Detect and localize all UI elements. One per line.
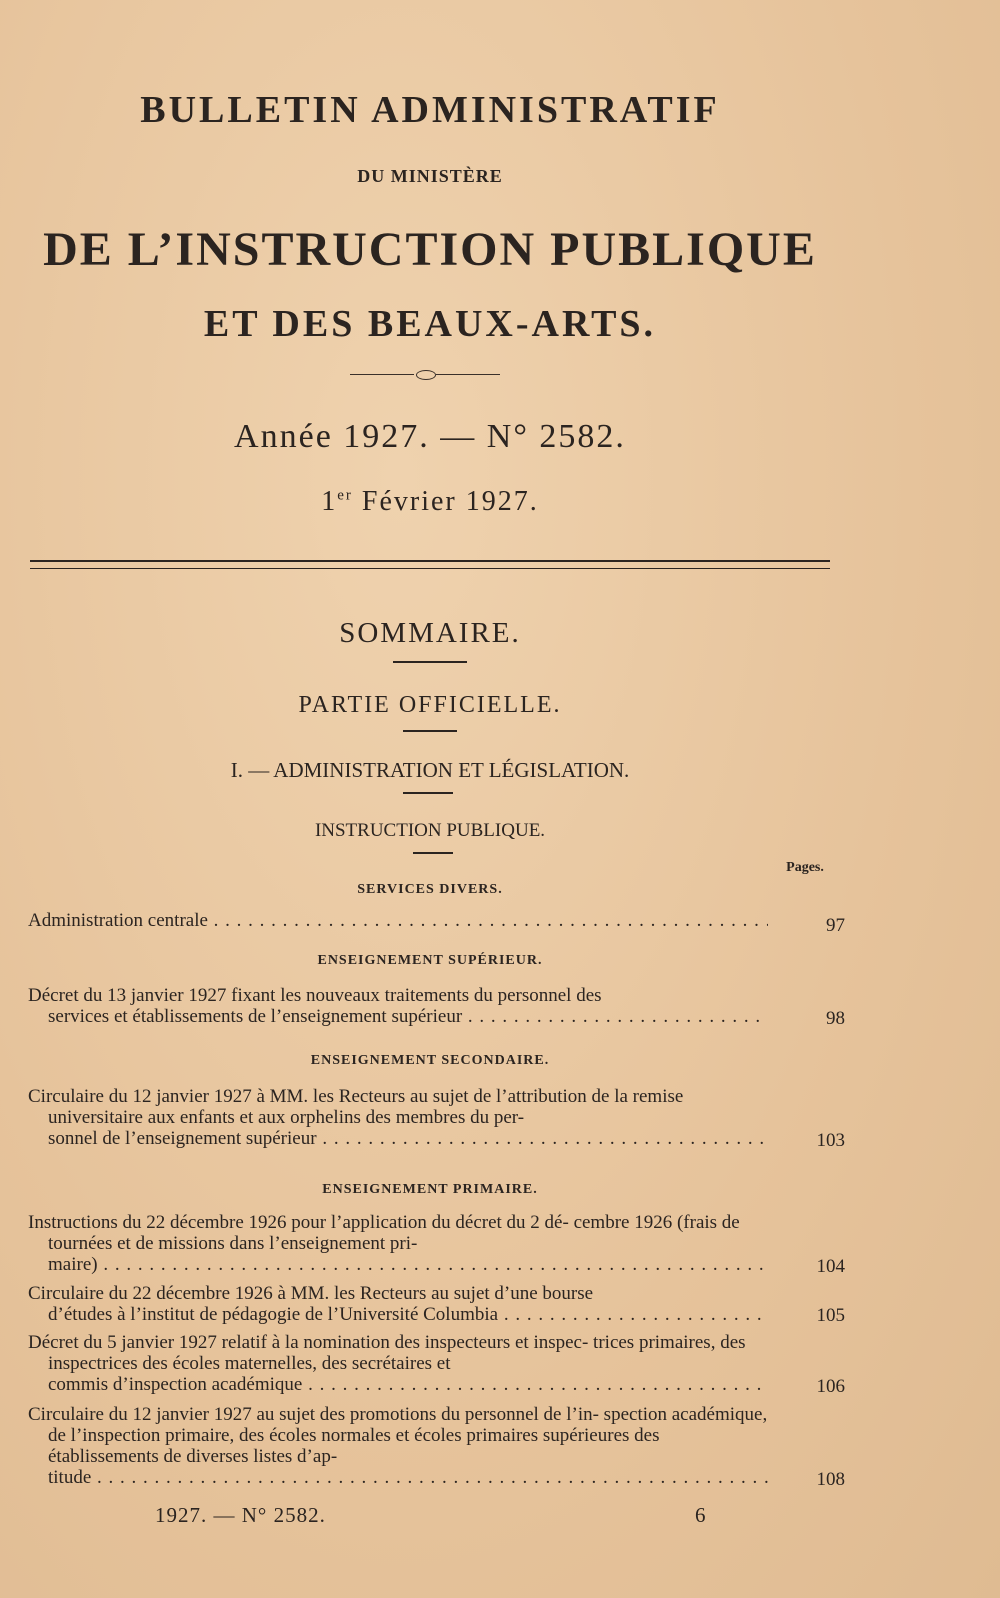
toc-entry-leader: services et établissements de l’enseignement supérieur . . . (28, 1006, 768, 1027)
toc-entry-leader: maire) . . . (28, 1254, 768, 1275)
date-sup: er (337, 487, 353, 504)
toc-entry[interactable] (28, 1086, 768, 1149)
section-title: ENSEIGNEMENT SUPÉRIEUR. (317, 953, 543, 968)
issue-year-number: Année 1927. — N° 2582. (234, 418, 626, 455)
toc-entry-text: Circulaire du 12 janvier 1927 à MM. les Recteurs au sujet de l’attribution de la remise universitaire aux enfants et aux orphelins des membres du per- (28, 1086, 684, 1128)
toc-entry-leader: commis d’inspection académique . . . (28, 1374, 768, 1395)
partie-underline (403, 730, 457, 732)
toc-entry-leader: sonnel de l’enseignement supérieur . . . (28, 1128, 768, 1149)
toc-page-number: 105 (816, 1305, 845, 1326)
double-rule-divider (30, 560, 830, 569)
toc-entry-leader: Administration centrale . . . (28, 910, 768, 931)
toc-entry[interactable] (28, 1404, 768, 1488)
sommaire-heading: SOMMAIRE. (339, 617, 521, 649)
instruction-publique-title: DE L’INSTRUCTION PUBLIQUE (43, 223, 817, 276)
instrpub-underline (413, 852, 453, 854)
toc-entry[interactable] (28, 910, 768, 931)
beaux-arts-title: ET DES BEAUX-ARTS. (203, 303, 657, 345)
section-title: ENSEIGNEMENT SECONDAIRE. (310, 1053, 550, 1068)
toc-entry-text: Décret du 5 janvier 1927 relatif à la nomination des inspecteurs et inspec- trices primaires, des inspectrices des écoles maternelles, des secrétaires et (28, 1332, 746, 1374)
section-title: ENSEIGNEMENT PRIMAIRE. (322, 1182, 538, 1197)
admin-underline (403, 792, 453, 794)
pages-column-label: Pages. (786, 860, 824, 875)
du-ministere-line: DU MINISTÈRE (357, 166, 503, 186)
toc-entry-text: Circulaire du 22 décembre 1926 à MM. les Recteurs au sujet d’une bourse (28, 1283, 594, 1304)
issue-date (0, 486, 860, 518)
toc-entry-text: Instructions du 22 décembre 1926 pour l’application du décret du 2 dé- cembre 1926 (frais de tournées et de missions dans l’enseignement pri- (28, 1212, 740, 1254)
toc-entry[interactable] (28, 985, 768, 1027)
toc-entry[interactable] (28, 1332, 768, 1395)
toc-entry[interactable] (28, 1212, 768, 1275)
section-title: SERVICES DIVERS. (357, 882, 503, 897)
toc-page-number: 103 (816, 1130, 845, 1151)
toc-page-number: 104 (816, 1256, 845, 1277)
toc-entry-text: Décret du 13 janvier 1927 fixant les nouveaux traitements du personnel des (28, 985, 602, 1006)
sommaire-underline (393, 661, 467, 663)
toc-entry[interactable] (28, 1283, 768, 1325)
toc-page-number: 97 (826, 915, 845, 936)
toc-entry-text: Circulaire du 12 janvier 1927 au sujet des promotions du personnel de l’in- spection académique, de l’inspection primaire, des écoles normales et écoles primaires supérieures des établissements de diverses listes d’ap- (28, 1404, 768, 1467)
footer-issue: 1927. — N° 2582. (155, 1503, 326, 1527)
bulletin-title: BULLETIN ADMINISTRATIF (140, 89, 720, 131)
partie-officielle-heading: PARTIE OFFICIELLE. (298, 692, 562, 718)
ornament-divider (350, 369, 500, 381)
toc-page-number: 106 (816, 1376, 845, 1397)
administration-heading: I. — ADMINISTRATION ET LÉGISLATION. (230, 758, 630, 782)
date-day: 1 (321, 486, 338, 517)
toc-entry-leader: d’études à l’institut de pédagogie de l’Université Columbia . . . (28, 1304, 768, 1325)
footer-sheet-number: 6 (695, 1503, 706, 1527)
toc-entry-leader: titude . . . (28, 1467, 768, 1488)
toc-page-number: 108 (816, 1469, 845, 1490)
toc-page-number: 98 (826, 1008, 845, 1029)
date-rest: Février 1927. (352, 486, 539, 517)
instruction-publique-subheading: INSTRUCTION PUBLIQUE. (314, 820, 546, 841)
